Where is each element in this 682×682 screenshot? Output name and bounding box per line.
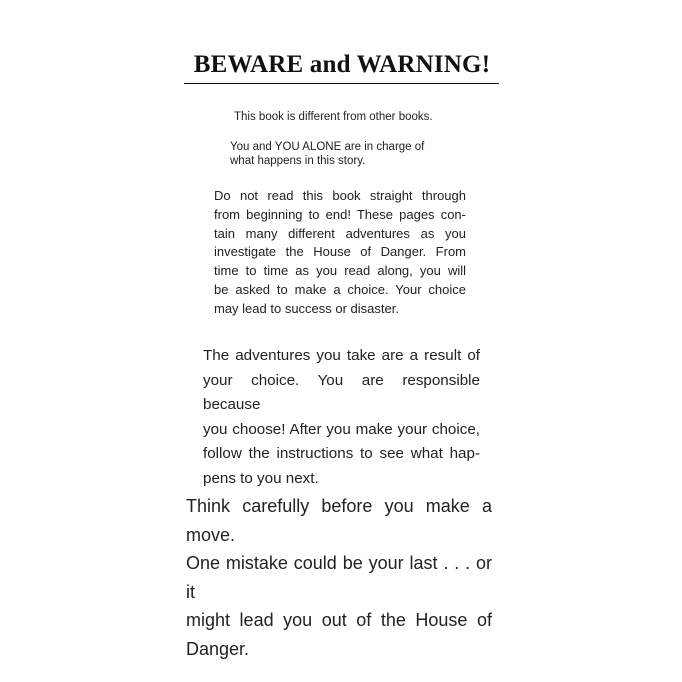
text-line: may lead to success or disaster. bbox=[214, 300, 399, 316]
text-line: Danger. bbox=[186, 638, 250, 659]
text-line: Think carefully before you make a move. bbox=[186, 496, 492, 545]
text-line: be asked to make a choice. Your choice bbox=[214, 281, 466, 297]
text-line: One mistake could be your last . . . or it bbox=[186, 553, 492, 602]
text-line: The adventures you take are a result of bbox=[203, 347, 480, 364]
page-title: BEWARE and WARNING! bbox=[193, 51, 491, 78]
text-line: your choice. You are responsible because bbox=[203, 371, 480, 414]
text-line: You and YOU ALONE are in charge of bbox=[230, 141, 425, 153]
text-line: tain many different adventures as you bbox=[214, 225, 466, 241]
text-line: investigate the House of Danger. From bbox=[214, 244, 466, 260]
text-line: you choose! After you make your choice, bbox=[203, 420, 480, 438]
paragraph-you-alone bbox=[230, 140, 460, 168]
paragraph-responsibility bbox=[203, 344, 480, 492]
text-line: what happens in this story. bbox=[230, 155, 366, 167]
text-line: time to time as you read along, you will bbox=[214, 263, 466, 279]
paragraph-think-carefully bbox=[186, 492, 492, 663]
text-line: from beginning to end! These pages con- bbox=[214, 206, 466, 222]
text-line: might lead you out of the House of bbox=[186, 610, 492, 630]
paragraph-intro bbox=[234, 110, 474, 124]
text-line: This book is different from other books. bbox=[234, 111, 433, 123]
text-line: Do not read this book straight through bbox=[214, 188, 466, 203]
text-line: pens to you next. bbox=[203, 469, 319, 487]
text-line: follow the instructions to see what hap- bbox=[203, 445, 480, 463]
paragraph-instructions bbox=[214, 187, 466, 319]
title-underline bbox=[184, 83, 499, 84]
